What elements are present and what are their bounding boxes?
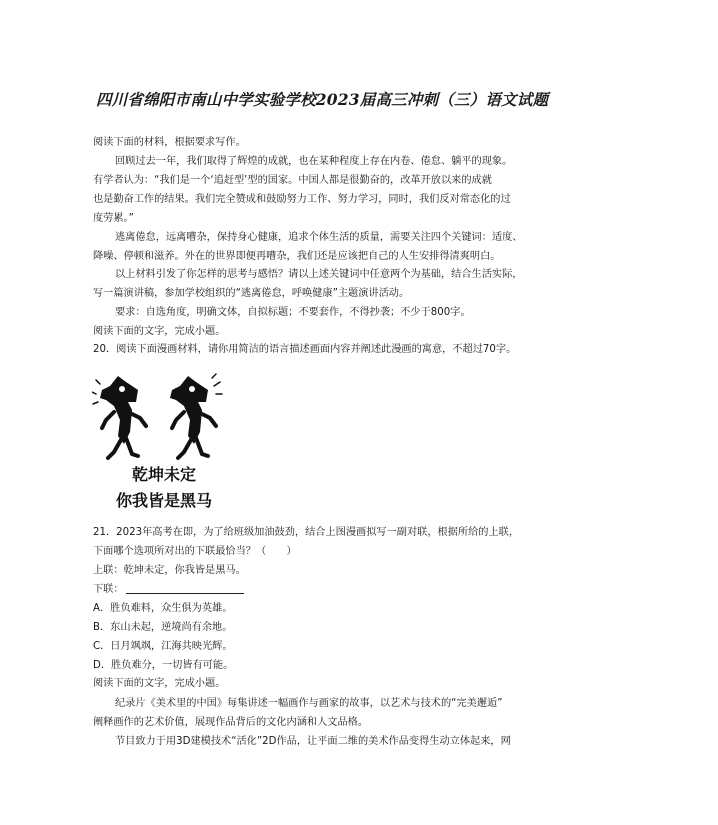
page-title: 四川省绵阳市南山中学实验学校2023届高三冲刺（三）语文试题	[96, 90, 549, 109]
paragraph-line: 阐释画作的艺术价值，展现作品背后的文化内涵和人文品格。	[93, 717, 369, 728]
left-black-horse-drawing	[92, 376, 146, 458]
paragraph-line: 要求：自选角度，明确文体，自拟标题；不要套作，不得抄袭；不少于800字。	[115, 307, 471, 318]
paragraph-line: 也是勤奋工作的结果。我们完全赞成和鼓励努力工作、努力学习，同时，我们反对常态化的过	[93, 194, 511, 205]
paragraph-line: 逃离倦怠，远离嘈杂，保持身心健康，追求个体生活的质量，需要关注四个关键词：适度、	[115, 232, 523, 243]
cartoon-caption-line1: 乾坤未定	[132, 465, 197, 484]
question-20-stem: 20．阅读下面漫画材料，请你用简洁的语言描述画面内容并阐述此漫画的寓意，不超过70字。	[93, 344, 517, 355]
lower-couplet	[93, 583, 244, 597]
question-21-stem: 21．2023年高考在即，为了给班级加油鼓劲，结合上图漫画拟写一副对联，根据所给的上联，	[93, 527, 520, 538]
black-horse-cartoon	[92, 372, 242, 514]
paragraph-line: 纪录片《美术里的中国》每集讲述一幅画作与画家的故事，以艺术与技术的“完美邂逅”	[115, 698, 503, 709]
paragraph-line: 以上材料引发了你怎样的思考与感悟？请以上述关键词中任意两个为基础，结合生活实际，	[115, 269, 523, 280]
paragraph-line: 降噪、停顿和滋养。外在的世界即便再嘈杂，我们还是应该把自己的人生安排得清爽明白。	[93, 251, 501, 262]
cartoon-caption-line2: 你我皆是黑马	[116, 491, 213, 510]
option-d: D．胜负难分，一切皆有可能。	[93, 660, 234, 671]
paragraph-line: 回顾过去一年，我们取得了辉煌的成就，也在某种程度上存在内卷、倦怠、躺平的现象。	[115, 156, 513, 167]
paragraph-line: 度劳累。”	[93, 213, 134, 224]
paragraph-line: 阅读下面的材料，根据要求写作。	[93, 137, 246, 148]
right-black-horse-drawing	[170, 374, 222, 458]
answer-blank	[126, 583, 244, 594]
paragraph-line: 阅读下面的文字，完成小题。	[93, 326, 226, 337]
question-21-stem: 下面哪个选项所对出的下联最恰当？（ ）	[93, 546, 297, 557]
option-a: A．胜负难料，众生俱为英雄。	[93, 603, 233, 614]
option-c: C．日月飒飒，江海共映光辉。	[93, 641, 233, 652]
paragraph-line: 写一篇演讲稿，参加学校组织的“逃离倦怠，呼唤健康”主题演讲活动。	[93, 288, 410, 299]
option-b: B．东山未起，逆境尚有余地。	[93, 622, 233, 633]
lower-couplet-label: 下联：	[93, 584, 124, 595]
paragraph-line: 节目致力于用3D建模技术“活化”2D作品，让平面二维的美术作品变得生动立体起来，网	[115, 736, 511, 747]
upper-couplet: 上联：乾坤未定，你我皆是黑马。	[93, 565, 246, 576]
paragraph-line: 阅读下面的文字，完成小题。	[93, 678, 226, 689]
paragraph-line: 有学者认为：“我们是一个‘追赶型’型的国家。中国人都是很勤奋的，改革开放以来的成就	[93, 175, 492, 186]
